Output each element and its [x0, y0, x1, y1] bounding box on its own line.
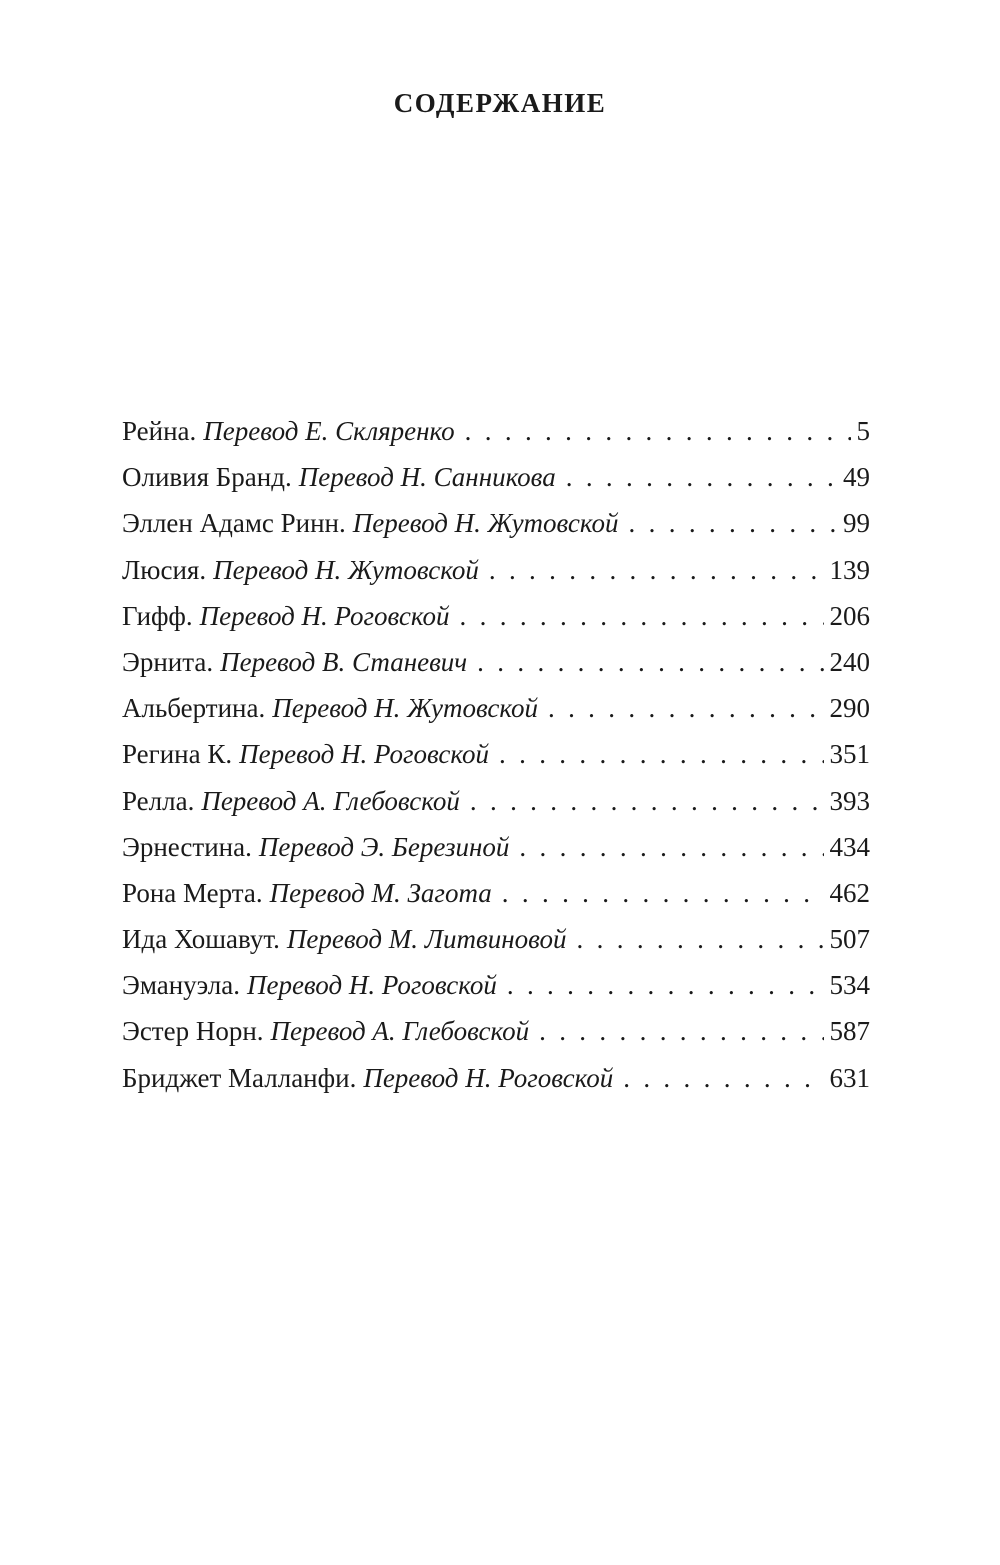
dot-leader — [470, 786, 824, 817]
toc-entry[interactable] — [122, 555, 870, 601]
entry-page-number: 290 — [829, 693, 870, 724]
toc-entry[interactable] — [122, 739, 870, 785]
entry-title: Эрнестина. — [122, 831, 252, 862]
entry-title: Гифф. — [122, 600, 193, 631]
entry-title: Люсия. — [122, 554, 207, 585]
entry-page-number: 49 — [843, 462, 870, 493]
toc-entry[interactable] — [122, 462, 870, 508]
toc-entry[interactable] — [122, 878, 870, 924]
entry-title: Бриджет Малланфи. — [122, 1062, 357, 1093]
entry-translator: Перевод Н. Жутовской — [213, 554, 479, 585]
dot-leader — [489, 555, 824, 586]
entry-translator: Перевод Н. Санникова — [298, 462, 556, 493]
dot-leader — [460, 601, 824, 632]
entry-title: Рейна. — [122, 416, 197, 446]
entry-translator: Перевод Н. Роговской — [246, 970, 497, 1001]
entry-title: Эмануэла. — [122, 970, 240, 1001]
entry-translator: Перевод Е. Скляренко — [203, 416, 455, 446]
entry-translator: Перевод А. Глебовской — [201, 785, 460, 816]
entry-page-number: 462 — [829, 877, 870, 908]
entry-page-number: 534 — [829, 970, 870, 1001]
page-title: СОДЕРЖАНИЕ — [393, 88, 607, 118]
dot-leader — [502, 878, 824, 909]
dot-leader — [465, 416, 851, 447]
entry-translator: Перевод Э. Березиной — [258, 831, 510, 862]
dot-leader — [623, 1063, 823, 1094]
entry-title: Регина К. — [122, 739, 233, 770]
toc-entry[interactable] — [122, 416, 870, 462]
dot-leader — [507, 970, 824, 1001]
entry-page-number: 631 — [829, 1062, 870, 1093]
dot-leader — [519, 832, 823, 863]
dot-leader — [629, 508, 837, 539]
dot-leader — [477, 647, 823, 678]
entry-title: Альбертина. — [122, 693, 266, 724]
entry-title: Эллен Адамс Ринн. — [122, 508, 346, 539]
entry-title: Ида Хошавут. — [122, 924, 280, 955]
entry-title: Релла. — [122, 785, 195, 816]
entry-translator: Перевод В. Станевич — [220, 646, 468, 677]
dot-leader — [566, 462, 837, 493]
entry-translator: Перевод Н. Жутовской — [352, 508, 619, 539]
entry-translator: Перевод А. Глебовской — [270, 1016, 530, 1047]
entry-page-number: 587 — [829, 1016, 870, 1047]
toc-entry[interactable] — [122, 508, 870, 554]
entry-page-number: 240 — [829, 646, 870, 677]
entry-translator: Перевод М. Литвиновой — [286, 924, 567, 955]
entry-page-number: 139 — [829, 554, 870, 585]
entry-page-number: 5 — [856, 416, 870, 446]
entry-translator: Перевод Н. Роговской — [363, 1062, 614, 1093]
entry-translator: Перевод М. Загота — [269, 877, 492, 908]
entry-translator: Перевод Н. Жутовской — [272, 693, 538, 724]
toc-entry[interactable] — [122, 832, 870, 878]
toc-entry[interactable] — [122, 786, 870, 832]
toc-entry[interactable] — [122, 924, 870, 970]
dot-leader — [499, 739, 824, 770]
toc-entry[interactable] — [122, 693, 870, 739]
entry-page-number: 99 — [843, 508, 870, 539]
table-of-contents — [122, 416, 870, 1109]
toc-entry[interactable] — [122, 601, 870, 647]
entry-page-number: 434 — [829, 831, 870, 862]
entry-title: Эстер Норн. — [122, 1016, 264, 1047]
entry-page-number: 351 — [829, 739, 870, 770]
entry-page-number: 206 — [829, 600, 870, 631]
entry-translator: Перевод Н. Роговской — [199, 600, 450, 631]
toc-entry[interactable] — [122, 1063, 870, 1109]
entry-title: Рона Мерта. — [122, 877, 263, 908]
entry-page-number: 507 — [829, 924, 870, 955]
dot-leader — [548, 693, 824, 724]
dot-leader — [539, 1016, 823, 1047]
toc-entry[interactable] — [122, 970, 870, 1016]
toc-entry[interactable] — [122, 647, 870, 693]
entry-title: Эрнита. — [122, 646, 214, 677]
toc-entry[interactable] — [122, 1016, 870, 1062]
dot-leader — [577, 924, 824, 955]
entry-title: Оливия Бранд. — [122, 462, 292, 493]
entry-translator: Перевод Н. Роговской — [239, 739, 489, 770]
entry-page-number: 393 — [829, 785, 870, 816]
